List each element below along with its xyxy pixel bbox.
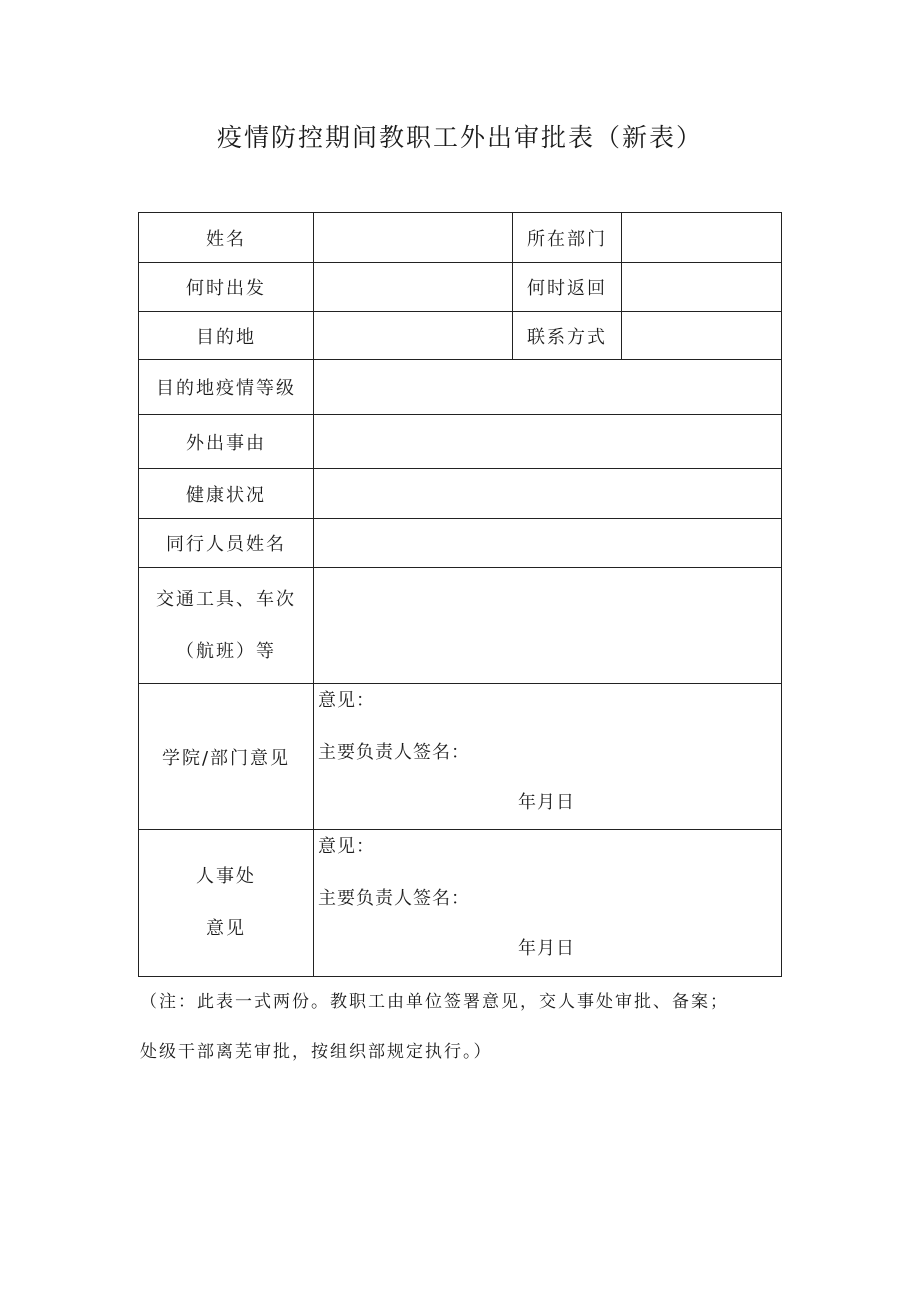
row-reason [139,415,782,469]
row-companions [139,519,782,568]
companions-label: 同行人员姓名 [139,519,314,568]
row-health [139,469,782,519]
row-depart-return [139,263,782,312]
return-time-label: 何时返回 [513,263,622,312]
row-destination-contact [139,312,782,360]
name-field[interactable] [314,213,513,263]
epidemic-level-label: 目的地疫情等级 [139,360,314,415]
row-hr-opinion [139,830,782,977]
row-college-opinion [139,684,782,830]
transport-field[interactable] [314,568,782,684]
hr-opinion-text: 意见： [318,836,375,857]
college-opinion-field[interactable] [314,684,782,830]
row-transport [139,568,782,684]
note-line-1: （注：此表一式两份。教职工由单位签署意见，交人事处审批、备案； [140,992,729,1012]
college-opinion-label: 学院/部门意见 [139,684,314,830]
row-name-dept [139,213,782,263]
note-line-2: 处级干部离芜审批，按组织部规定执行。） [140,1042,493,1062]
hr-date-text: 年月日 [518,938,575,959]
destination-field[interactable] [314,312,513,360]
name-label: 姓名 [139,213,314,263]
college-opinion-text: 意见： [318,690,375,711]
hr-label-line1: 人事处 [196,866,256,887]
transport-label-line1: 交通工具、车次 [156,588,296,610]
reason-label: 外出事由 [139,415,314,469]
hr-signature-text: 主要负责人签名： [318,888,470,909]
health-label: 健康状况 [139,469,314,519]
college-signature-text: 主要负责人签名： [318,742,470,763]
hr-opinion-label [139,830,314,977]
hr-opinion-field[interactable] [314,830,782,977]
row-epidemic-level [139,360,782,415]
epidemic-level-field[interactable] [314,360,782,415]
transport-label-line2: （航班）等 [176,640,276,662]
health-field[interactable] [314,469,782,519]
depart-time-label: 何时出发 [139,263,314,312]
reason-field[interactable] [314,415,782,469]
approval-form-table [138,212,782,977]
college-date-text: 年月日 [518,792,575,813]
contact-label: 联系方式 [513,312,622,360]
dept-field[interactable] [622,213,782,263]
page-title: 疫情防控期间教职工外出审批表（新表） [216,123,703,152]
depart-time-field[interactable] [314,263,513,312]
contact-field[interactable] [622,312,782,360]
companions-field[interactable] [314,519,782,568]
transport-label [139,568,314,684]
return-time-field[interactable] [622,263,782,312]
hr-label-line2: 意见 [206,918,246,939]
dept-label: 所在部门 [513,213,622,263]
destination-label: 目的地 [139,312,314,360]
